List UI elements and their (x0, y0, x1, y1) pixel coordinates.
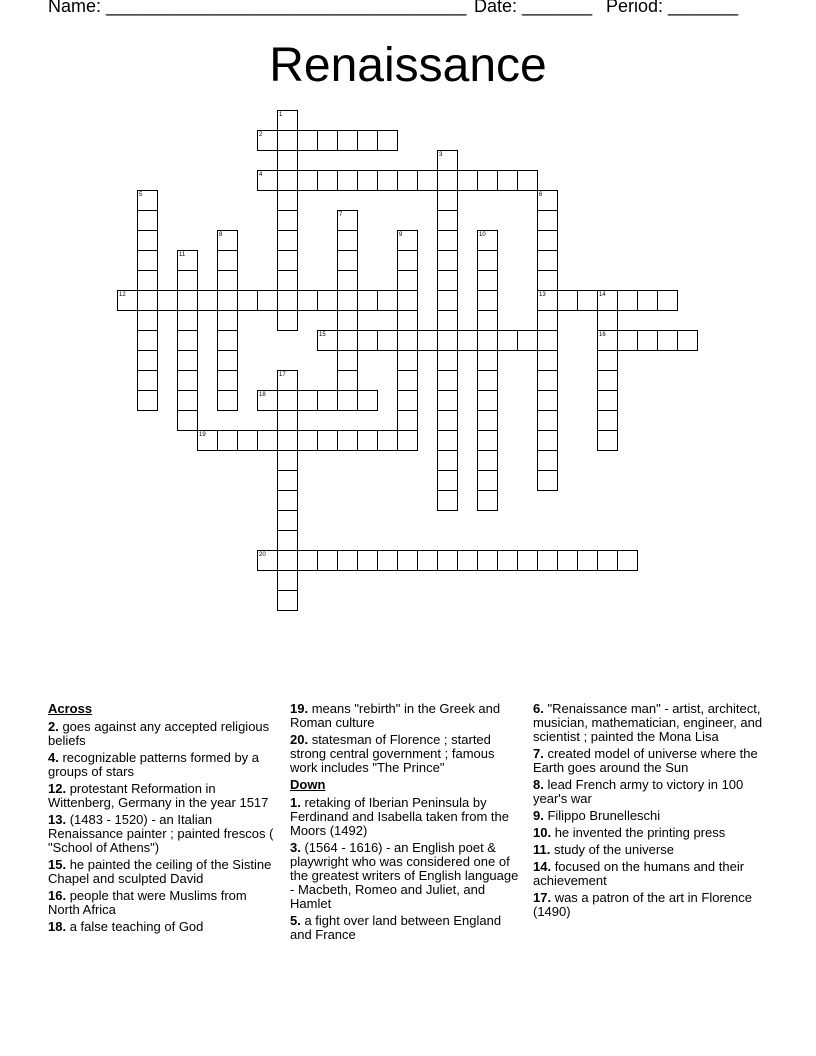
grid-cell[interactable] (277, 150, 298, 171)
clue-item-number: 17. (533, 890, 552, 905)
clue-item-text: statesman of Florence ; started strong central government ; famous work includes "The Prince" (290, 732, 495, 775)
grid-cell[interactable] (477, 250, 498, 271)
clues-column-3 (533, 702, 765, 922)
clue-item-text: Filippo Brunelleschi (543, 808, 661, 823)
grid-cell[interactable] (437, 370, 458, 391)
grid-cell[interactable] (397, 310, 418, 331)
grid-cell[interactable] (277, 390, 298, 411)
grid-cell[interactable] (257, 550, 278, 571)
clue-item (290, 796, 522, 838)
clue-item-number: 9. (533, 808, 544, 823)
grid-cell[interactable] (437, 290, 458, 311)
clue-item-number: 4. (48, 750, 59, 765)
grid-cell[interactable] (277, 110, 298, 131)
grid-cell[interactable] (477, 410, 498, 431)
grid-cell[interactable] (397, 230, 418, 251)
grid-cell[interactable] (337, 170, 358, 191)
grid-cell[interactable] (337, 370, 358, 391)
clue-number: 19 (199, 432, 206, 438)
grid-cell[interactable] (537, 470, 558, 491)
grid-cell[interactable] (537, 270, 558, 291)
clue-item (48, 720, 280, 748)
grid-cell[interactable] (217, 430, 238, 451)
grid-cell[interactable] (277, 590, 298, 611)
grid-cell[interactable] (497, 550, 518, 571)
grid-cell[interactable] (537, 290, 558, 311)
grid-cell[interactable] (317, 390, 338, 411)
page-title: Renaissance (269, 39, 547, 92)
clue-item (290, 733, 522, 775)
clue-item (533, 826, 765, 840)
grid-cell[interactable] (437, 410, 458, 431)
grid-cell[interactable] (277, 530, 298, 551)
grid-cell[interactable] (417, 330, 438, 351)
grid-cell[interactable] (137, 290, 158, 311)
grid-cell[interactable] (397, 290, 418, 311)
clue-item-number: 6. (533, 701, 544, 716)
across-heading: Across (48, 701, 93, 716)
clues-column-1 (48, 702, 280, 937)
clue-item-text: study of the universe (550, 842, 674, 857)
grid-cell[interactable] (537, 390, 558, 411)
grid-cell[interactable] (637, 290, 658, 311)
grid-cell[interactable] (537, 410, 558, 431)
grid-cell[interactable] (397, 330, 418, 351)
clue-item-text: recognizable patterns formed by a groups of stars (48, 750, 260, 779)
grid-cell[interactable] (137, 310, 158, 331)
grid-cell[interactable] (177, 410, 198, 431)
clue-item-text: a false teaching of God (66, 919, 204, 934)
clue-item-text: he painted the ceiling of the Sistine Chapel and sculpted David (48, 857, 272, 886)
clue-number: 3 (439, 152, 443, 158)
grid-cell[interactable] (397, 550, 418, 571)
grid-cell[interactable] (437, 450, 458, 471)
grid-cell[interactable] (537, 550, 558, 571)
grid-cell[interactable] (297, 430, 318, 451)
grid-cell[interactable] (177, 330, 198, 351)
grid-cell[interactable] (537, 450, 558, 471)
grid-cell[interactable] (217, 310, 238, 331)
clue-number: 7 (339, 212, 343, 218)
grid-cell[interactable] (397, 390, 418, 411)
grid-cell[interactable] (257, 170, 278, 191)
clue-item (533, 891, 765, 919)
grid-cell[interactable] (337, 130, 358, 151)
grid-cell[interactable] (557, 290, 578, 311)
grid-cell[interactable] (277, 310, 298, 331)
grid-cell[interactable] (277, 470, 298, 491)
clue-item (290, 914, 522, 942)
grid-cell[interactable] (437, 210, 458, 231)
grid-cell[interactable] (477, 470, 498, 491)
grid-cell[interactable] (477, 230, 498, 251)
grid-cell[interactable] (597, 410, 618, 431)
grid-cell[interactable] (337, 350, 358, 371)
clue-item-text: means "rebirth" in the Greek and Roman culture (290, 701, 501, 730)
grid-cell[interactable] (517, 170, 538, 191)
grid-cell[interactable] (537, 210, 558, 231)
clue-item-number: 16. (48, 888, 67, 903)
grid-cell[interactable] (437, 230, 458, 251)
grid-cell[interactable] (377, 430, 398, 451)
grid-cell[interactable] (457, 170, 478, 191)
grid-cell[interactable] (277, 410, 298, 431)
grid-cell[interactable] (637, 330, 658, 351)
grid-cell[interactable] (437, 270, 458, 291)
grid-cell[interactable] (277, 230, 298, 251)
grid-cell[interactable] (137, 350, 158, 371)
grid-cell[interactable] (417, 550, 438, 571)
grid-cell[interactable] (477, 270, 498, 291)
grid-cell[interactable] (177, 250, 198, 271)
grid-cell[interactable] (457, 550, 478, 571)
grid-cell[interactable] (197, 430, 218, 451)
grid-cell[interactable] (377, 130, 398, 151)
clue-number: 6 (539, 192, 543, 198)
clue-number: 17 (279, 372, 286, 378)
clue-item (48, 751, 280, 779)
clue-item-text: a fight over land between England and France (290, 913, 502, 942)
period-field[interactable]: Period: _______ (606, 0, 739, 16)
grid-cell[interactable] (337, 390, 358, 411)
grid-cell[interactable] (537, 310, 558, 331)
clue-number: 15 (319, 332, 326, 338)
grid-cell[interactable] (337, 270, 358, 291)
grid-cell[interactable] (317, 550, 338, 571)
grid-cell[interactable] (437, 330, 458, 351)
clue-number: 20 (259, 552, 266, 558)
grid-cell[interactable] (437, 150, 458, 171)
grid-cell[interactable] (437, 190, 458, 211)
grid-cell[interactable] (477, 390, 498, 411)
grid-cell[interactable] (137, 370, 158, 391)
grid-cell[interactable] (477, 430, 498, 451)
grid-cell[interactable] (437, 470, 458, 491)
grid-cell[interactable] (317, 290, 338, 311)
clue-number: 16 (599, 332, 606, 338)
grid-cell[interactable] (377, 330, 398, 351)
grid-cell[interactable] (317, 430, 338, 451)
grid-cell[interactable] (317, 130, 338, 151)
grid-cell[interactable] (477, 170, 498, 191)
grid-cell[interactable] (617, 330, 638, 351)
grid-cell[interactable] (537, 350, 558, 371)
grid-cell[interactable] (277, 370, 298, 391)
grid-cell[interactable] (337, 310, 358, 331)
clue-item-number: 13. (48, 812, 67, 827)
grid-cell[interactable] (397, 410, 418, 431)
grid-cell[interactable] (357, 430, 378, 451)
grid-cell[interactable] (477, 490, 498, 511)
grid-cell[interactable] (277, 550, 298, 571)
grid-cell[interactable] (597, 370, 618, 391)
grid-cell[interactable] (137, 250, 158, 271)
grid-cell[interactable] (437, 350, 458, 371)
grid-cell[interactable] (537, 430, 558, 451)
grid-cell[interactable] (597, 330, 618, 351)
grid-cell[interactable] (137, 390, 158, 411)
grid-cell[interactable] (437, 310, 458, 331)
grid-cell[interactable] (397, 170, 418, 191)
grid-cell[interactable] (537, 190, 558, 211)
clue-number: 2 (259, 132, 263, 138)
grid-cell[interactable] (397, 250, 418, 271)
grid-cell[interactable] (297, 390, 318, 411)
clue-item-text: "Renaissance man" - artist, architect, musician, mathematician, engineer, and scientist ; painted the Mona Lisa (533, 701, 763, 744)
clue-item-number: 2. (48, 719, 59, 734)
grid-cell[interactable] (277, 510, 298, 531)
grid-cell[interactable] (477, 550, 498, 571)
clue-item-number: 8. (533, 777, 544, 792)
grid-cell[interactable] (277, 490, 298, 511)
grid-cell[interactable] (617, 290, 638, 311)
grid-cell[interactable] (237, 290, 258, 311)
clue-number: 18 (259, 392, 266, 398)
clue-item-number: 15. (48, 857, 67, 872)
clue-number: 5 (139, 192, 143, 198)
name-field[interactable]: Name: ____________________________________ (48, 0, 467, 16)
grid-cell[interactable] (317, 330, 338, 351)
grid-cell[interactable] (337, 430, 358, 451)
clue-item (533, 778, 765, 806)
clues-column-2 (290, 702, 522, 945)
grid-cell[interactable] (337, 250, 358, 271)
grid-cell[interactable] (617, 550, 638, 571)
grid-cell[interactable] (437, 490, 458, 511)
grid-cell[interactable] (337, 550, 358, 571)
grid-cell[interactable] (597, 310, 618, 331)
grid-cell[interactable] (397, 430, 418, 451)
grid-cell[interactable] (257, 390, 278, 411)
grid-cell[interactable] (577, 290, 598, 311)
clue-number: 4 (259, 172, 263, 178)
grid-cell[interactable] (217, 250, 238, 271)
grid-cell[interactable] (277, 570, 298, 591)
date-field[interactable]: Date: _______ (474, 0, 593, 16)
grid-cell[interactable] (357, 390, 378, 411)
clue-item (48, 813, 280, 855)
grid-cell[interactable] (177, 350, 198, 371)
clue-item-number: 11. (533, 842, 551, 857)
grid-cell[interactable] (177, 270, 198, 291)
grid-cell[interactable] (277, 190, 298, 211)
clue-item-number: 18. (48, 919, 67, 934)
grid-cell[interactable] (597, 550, 618, 571)
grid-cell[interactable] (397, 350, 418, 371)
down-heading: Down (290, 777, 326, 792)
grid-cell[interactable] (677, 330, 698, 351)
grid-cell[interactable] (397, 370, 418, 391)
grid-cell[interactable] (277, 210, 298, 231)
grid-cell[interactable] (137, 190, 158, 211)
grid-cell[interactable] (597, 430, 618, 451)
clue-number: 13 (539, 292, 546, 298)
grid-cell[interactable] (437, 550, 458, 571)
grid-cell[interactable] (277, 130, 298, 151)
clue-item-number: 5. (290, 913, 301, 928)
grid-cell[interactable] (217, 290, 238, 311)
clue-number: 10 (479, 232, 486, 238)
grid-cell[interactable] (417, 170, 438, 191)
grid-cell[interactable] (217, 370, 238, 391)
clue-item-text: people that were Muslims from North Africa (48, 888, 247, 917)
clue-item-text: created model of universe where the Earth goes around the Sun (533, 746, 758, 775)
grid-cell[interactable] (197, 290, 218, 311)
grid-cell[interactable] (217, 330, 238, 351)
clue-item (290, 841, 522, 911)
clue-item-text: goes against any accepted religious beliefs (48, 719, 270, 748)
clue-item (290, 702, 522, 730)
grid-cell[interactable] (277, 250, 298, 271)
grid-cell[interactable] (157, 290, 178, 311)
grid-cell[interactable] (537, 370, 558, 391)
clue-item-number: 19. (290, 701, 309, 716)
grid-cell[interactable] (357, 170, 378, 191)
grid-cell[interactable] (277, 450, 298, 471)
grid-cell[interactable] (657, 290, 678, 311)
clue-item (48, 858, 280, 886)
clue-item (533, 860, 765, 888)
clue-item-text: was a patron of the art in Florence (1490) (533, 890, 752, 919)
grid-cell[interactable] (237, 430, 258, 451)
clue-number: 9 (399, 232, 403, 238)
grid-cell[interactable] (337, 290, 358, 311)
grid-cell[interactable] (477, 310, 498, 331)
grid-cell[interactable] (357, 130, 378, 151)
clue-item-text: (1483 - 1520) - an Italian Renaissance painter ; painted frescos ( "School of Athens") (48, 812, 274, 855)
grid-cell[interactable] (477, 350, 498, 371)
clue-item-text: focused on the humans and their achievement (533, 859, 745, 888)
grid-cell[interactable] (477, 450, 498, 471)
grid-cell[interactable] (477, 370, 498, 391)
clue-item (48, 889, 280, 917)
grid-cell[interactable] (217, 350, 238, 371)
grid-cell[interactable] (337, 330, 358, 351)
clue-number: 1 (279, 112, 283, 118)
grid-cell[interactable] (257, 290, 278, 311)
clue-item-number: 3. (290, 840, 301, 855)
grid-cell[interactable] (177, 310, 198, 331)
grid-cell[interactable] (137, 330, 158, 351)
grid-cell[interactable] (517, 550, 538, 571)
grid-cell[interactable] (397, 270, 418, 291)
grid-cell[interactable] (357, 290, 378, 311)
clue-item (533, 843, 765, 857)
grid-cell[interactable] (137, 230, 158, 251)
grid-cell[interactable] (357, 550, 378, 571)
grid-cell[interactable] (477, 330, 498, 351)
grid-cell[interactable] (217, 390, 238, 411)
grid-cell[interactable] (437, 430, 458, 451)
grid-cell[interactable] (377, 550, 398, 571)
grid-cell[interactable] (517, 330, 538, 351)
clue-item-number: 10. (533, 825, 552, 840)
grid-cell[interactable] (597, 350, 618, 371)
grid-cell[interactable] (537, 230, 558, 251)
grid-cell[interactable] (177, 290, 198, 311)
grid-cell[interactable] (277, 430, 298, 451)
grid-cell[interactable] (257, 130, 278, 151)
clue-number: 11 (179, 252, 186, 258)
clue-item-number: 1. (290, 795, 301, 810)
clue-item-number: 7. (533, 746, 544, 761)
grid-cell[interactable] (437, 250, 458, 271)
grid-cell[interactable] (177, 390, 198, 411)
grid-cell[interactable] (177, 370, 198, 391)
grid-cell[interactable] (297, 170, 318, 191)
clue-number: 12 (119, 292, 126, 298)
clue-item (48, 782, 280, 810)
grid-cell[interactable] (497, 170, 518, 191)
grid-cell[interactable] (137, 270, 158, 291)
clue-item-number: 12. (48, 781, 67, 796)
clue-item-text: he invented the printing press (551, 825, 726, 840)
clue-number: 14 (599, 292, 606, 298)
clue-item (533, 702, 765, 744)
grid-cell[interactable] (457, 330, 478, 351)
clue-item (48, 920, 280, 934)
grid-cell[interactable] (277, 290, 298, 311)
grid-cell[interactable] (497, 330, 518, 351)
grid-cell[interactable] (597, 290, 618, 311)
clue-number: 8 (219, 232, 223, 238)
grid-cell[interactable] (437, 390, 458, 411)
grid-cell[interactable] (357, 330, 378, 351)
grid-cell[interactable] (277, 270, 298, 291)
grid-cell[interactable] (597, 390, 618, 411)
grid-cell[interactable] (137, 210, 158, 231)
grid-cell[interactable] (297, 550, 318, 571)
grid-cell[interactable] (317, 170, 338, 191)
clue-item-text: retaking of Iberian Peninsula by Ferdinand and Isabella taken from the Moors (1492) (290, 795, 509, 838)
clue-item-text: lead French army to victory in 100 year's war (533, 777, 744, 806)
grid-cell[interactable] (537, 250, 558, 271)
clue-item (533, 747, 765, 775)
clue-item-text: protestant Reformation in Wittenberg, Germany in the year 1517 (48, 781, 269, 810)
grid-cell[interactable] (297, 130, 318, 151)
grid-cell[interactable] (557, 550, 578, 571)
clue-item (533, 809, 765, 823)
grid-cell[interactable] (577, 550, 598, 571)
grid-cell[interactable] (337, 230, 358, 251)
grid-cell[interactable] (437, 170, 458, 191)
grid-cell[interactable] (657, 330, 678, 351)
grid-cell[interactable] (377, 290, 398, 311)
grid-cell[interactable] (277, 170, 298, 191)
grid-cell[interactable] (477, 290, 498, 311)
grid-cell[interactable] (297, 290, 318, 311)
clue-item-number: 20. (290, 732, 309, 747)
grid-cell[interactable] (377, 170, 398, 191)
grid-cell[interactable] (117, 290, 138, 311)
grid-cell[interactable] (217, 270, 238, 291)
grid-cell[interactable] (217, 230, 238, 251)
grid-cell[interactable] (537, 330, 558, 351)
grid-cell[interactable] (337, 210, 358, 231)
clue-item-text: (1564 - 1616) - an English poet & playwright who was considered one of the greatest writers of English language - Macbeth, Romeo and Juliet, and Hamlet (290, 840, 519, 911)
clue-item-number: 14. (533, 859, 552, 874)
grid-cell[interactable] (257, 430, 278, 451)
